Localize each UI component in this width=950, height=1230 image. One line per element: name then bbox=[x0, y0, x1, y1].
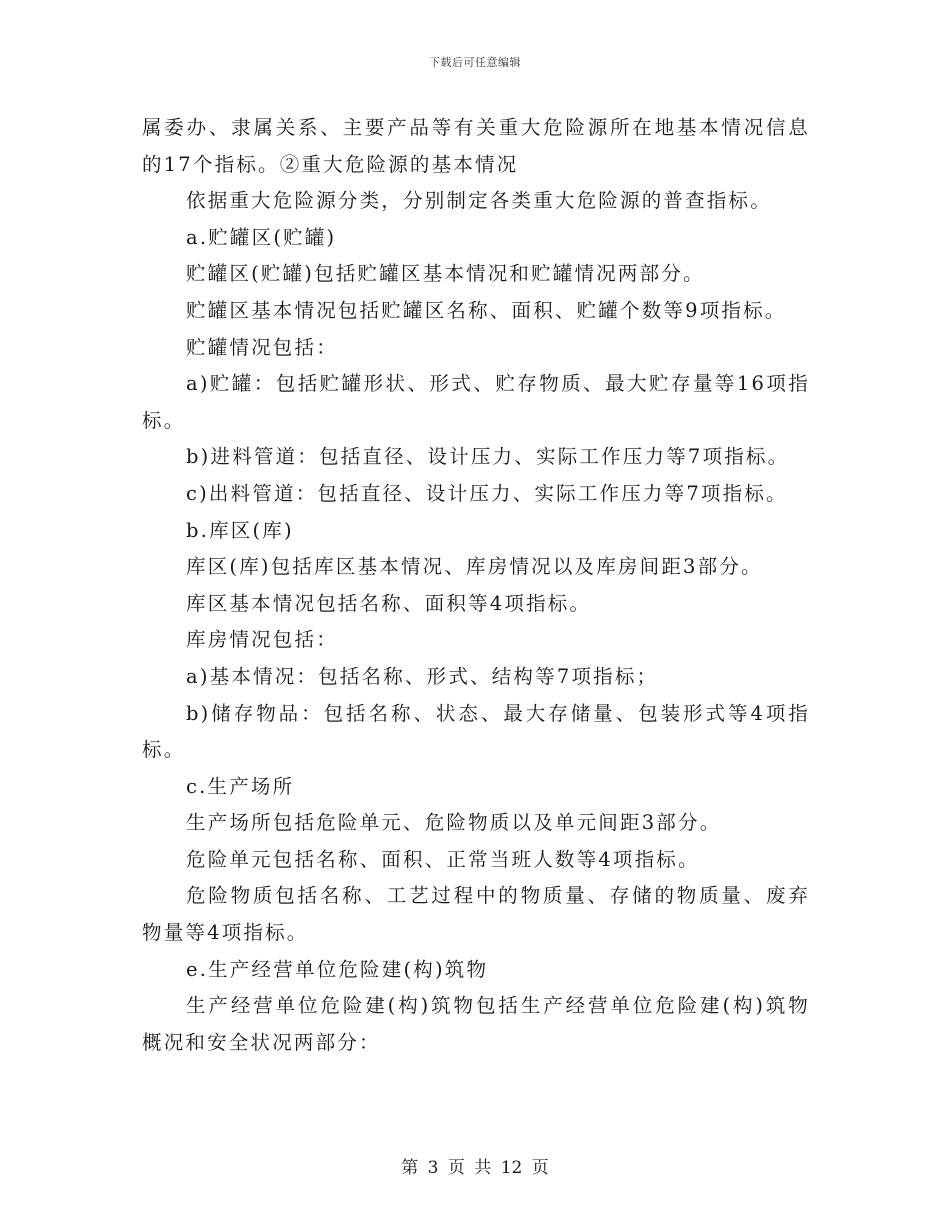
list-item: b)进料管道：包括直径、设计压力、实际工作压力等7项指标。 bbox=[186, 445, 790, 469]
paragraph: 贮罐区(贮罐)包括贮罐区基本情况和贮罐情况两部分。 bbox=[186, 262, 705, 286]
document-body bbox=[142, 110, 810, 1061]
page-header: 下载后可任意编辑 bbox=[429, 56, 521, 69]
paragraph: 库房情况包括： bbox=[186, 628, 338, 652]
paragraph: 属委办、隶属关系、主要产品等有关重大危险源所在地基本情况信息的17个指标。②重大危险源的基本情况 bbox=[142, 116, 810, 176]
list-item: b)储存物品：包括名称、状态、最大存储量、包装形式等4项指标。 bbox=[142, 701, 810, 762]
paragraph: 库区基本情况包括名称、面积等4项指标。 bbox=[186, 591, 592, 615]
paragraph: 贮罐情况包括： bbox=[186, 335, 338, 359]
list-item: a)基本情况：包括名称、形式、结构等7项指标； bbox=[186, 664, 659, 688]
paragraph: 生产场所包括危险单元、危险物质以及单元间距3部分。 bbox=[186, 811, 722, 835]
paragraph: 贮罐区基本情况包括贮罐区名称、面积、贮罐个数等9项指标。 bbox=[186, 298, 787, 322]
page-number-footer: 第 3 页 共 12 页 bbox=[401, 1158, 549, 1178]
paragraph: 库区(库)包括库区基本情况、库房情况以及库房间距3部分。 bbox=[186, 555, 763, 579]
paragraph: 危险单元包括名称、面积、正常当班人数等4项指标。 bbox=[186, 847, 700, 871]
section-heading: e.生产经营单位危险建(构)筑物 bbox=[186, 957, 489, 981]
list-item: a)贮罐：包括贮罐形状、形式、贮存物质、最大贮存量等16项指标。 bbox=[142, 372, 810, 432]
paragraph: 危险物质包括名称、工艺过程中的物质量、存储的物质量、废弃物量等4项指标。 bbox=[142, 884, 810, 945]
section-heading: b.库区(库) bbox=[186, 518, 294, 542]
section-heading: c.生产场所 bbox=[186, 774, 295, 798]
section-heading: a.贮罐区(贮罐) bbox=[186, 225, 337, 249]
paragraph: 依据重大危险源分类，分别制定各类重大危险源的普查指标。 bbox=[186, 189, 772, 213]
list-item: c)出料管道：包括直径、设计压力、实际工作压力等7项指标。 bbox=[186, 481, 788, 505]
paragraph: 生产经营单位危险建(构)筑物包括生产经营单位危险建(构)筑物概况和安全状况两部分： bbox=[142, 994, 810, 1054]
